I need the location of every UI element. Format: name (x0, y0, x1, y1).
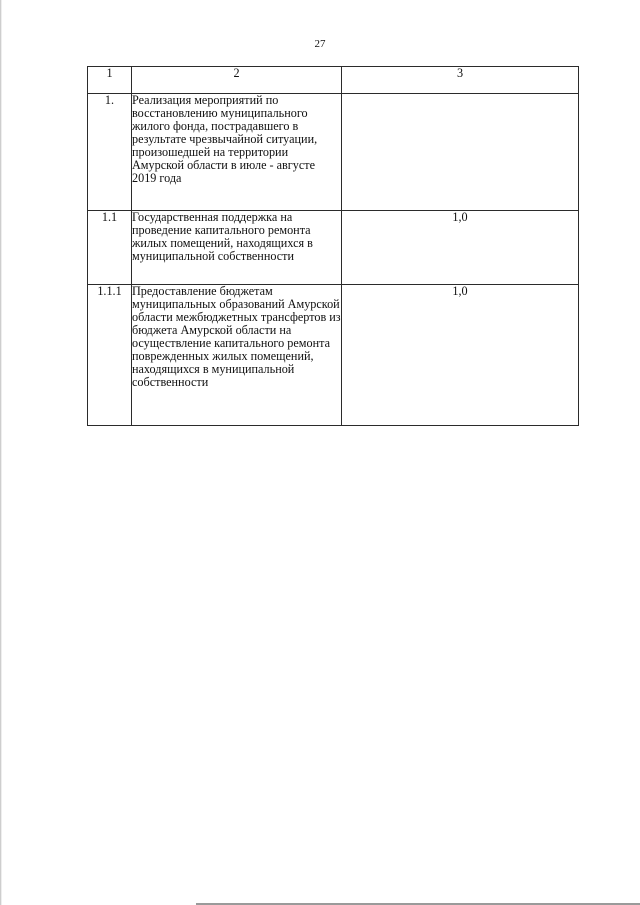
table-row (88, 285, 579, 426)
row-description: Предоставление бюджетам муниципальных образований Амурской области межбюджетных трансфертов из бюджета Амурской области на осуществление капитального ремонта поврежденных жилых помещений, находящихся в муниципальной собственности (132, 285, 342, 426)
document-table (87, 66, 579, 426)
column-header-2: 2 (132, 67, 342, 94)
row-description: Государственная поддержка на проведение капитального ремонта жилых помещений, находящихся в муниципальной собственности (132, 211, 342, 285)
row-value: 1,0 (342, 211, 579, 285)
page-edge (0, 0, 2, 905)
column-header-1: 1 (88, 67, 132, 94)
row-number: 1.1.1 (88, 285, 132, 426)
table-row (88, 211, 579, 285)
row-value: 1,0 (342, 285, 579, 426)
row-description: Реализация мероприятий по восстановлению муниципального жилого фонда, пострадавшего в результате чрезвычайной ситуации, произошедшей на территории Амурской области в июле - августе 2019 года (132, 94, 342, 211)
row-number: 1. (88, 94, 132, 211)
table-header-row (88, 67, 579, 94)
row-number: 1.1 (88, 211, 132, 285)
table-row (88, 94, 579, 211)
column-header-3: 3 (342, 67, 579, 94)
page-number: 27 (314, 38, 326, 50)
row-value (342, 94, 579, 211)
